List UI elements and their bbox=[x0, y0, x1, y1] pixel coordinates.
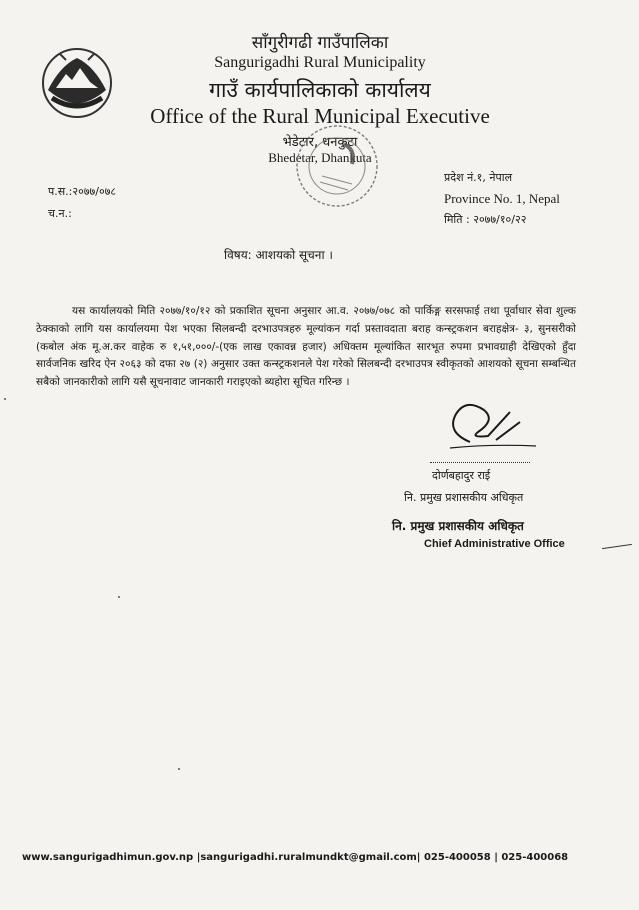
letter-reference-number: प.स.:२०७७/०७८ bbox=[48, 185, 117, 198]
province-english: Province No. 1, Nepal bbox=[444, 191, 560, 206]
office-place-english: Bhedetar, Dhankuta bbox=[268, 150, 372, 165]
speck bbox=[178, 768, 180, 770]
dispatch-number: च.न.: bbox=[48, 207, 72, 220]
letter-date: मिति : २०७७/१०/२२ bbox=[444, 213, 527, 226]
office-place-nepali: भेडेटार, धनकुटा bbox=[282, 135, 358, 150]
speck bbox=[118, 596, 120, 598]
municipality-name-nepali: साँगुरीगढी गाउँपालिका bbox=[251, 33, 389, 53]
speck bbox=[4, 398, 6, 400]
municipality-name-english: Sangurigadhi Rural Municipality bbox=[214, 54, 426, 71]
office-name-english: Office of the Rural Municipal Executive bbox=[150, 104, 490, 128]
signatory-title: नि. प्रमुख प्रशासकीय अधिकृत bbox=[404, 491, 524, 504]
signatory-name: दोर्णबहादुर राई bbox=[432, 469, 491, 482]
official-stamp-english: Chief Administrative Office bbox=[424, 538, 565, 550]
signature-line bbox=[430, 462, 530, 463]
office-seal-icon bbox=[282, 118, 392, 214]
margin-mark bbox=[602, 544, 632, 549]
nepal-emblem-icon bbox=[38, 46, 116, 120]
province-nepali: प्रदेश नं.१, नेपाल bbox=[444, 171, 513, 184]
letter-body: यस कार्यालयको मिति २०७७/१०/१२ को प्रकाशित सूचना अनुसार आ.व. २०७७/०७८ को पार्किङ्ग सरसफाई तथा पूर्वाधार सेवा शुल्क ठेक्काको लागि यस कार्यालयमा पेश भएका सिलबन्दी दरभाउपत्रहरु मूल्यांकन गर्दा प्रस्तावदाता बराह कन्स्ट्रकशन बराहक्षेत्र- ३, सुनसरीको (कबोल अंक मू.अ.कर वाहेक रु १,५१,०००/-(एक लाख एकावन्न हजार) अधिक्तम मूल्यांकित सारभूत रुपमा प्रभावग्राही देखिएको हुँदा सार्वजनिक खरिद ऐन २०६३ को दफा २७ (२) अनुसार उक्त कन्स्ट्रकशनले पेश गरेको सिलबन्दी दरभाउपत्र स्वीकृतको आशयको सूचना सम्बन्धित सबैको जानकारीको लागि यसै सूचनावाट जानकारी गराइएको ब्यहोरा सूचित गरिन्छ । bbox=[36, 305, 576, 389]
office-name-nepali: गाउँ कार्यपालिकाको कार्यालय bbox=[209, 78, 431, 102]
footer-contact: www.sangurigadhimun.gov.np |sangurigadhi.ruralmundkt@gmail.com| 025-400058 | 025-400068 bbox=[22, 852, 569, 863]
letter-subject: विषय: आशयको सूचना । bbox=[224, 248, 333, 262]
signature-icon bbox=[440, 392, 540, 462]
official-stamp-nepali: नि. प्रमुख प्रशासकीय अधिकृत bbox=[392, 519, 524, 533]
